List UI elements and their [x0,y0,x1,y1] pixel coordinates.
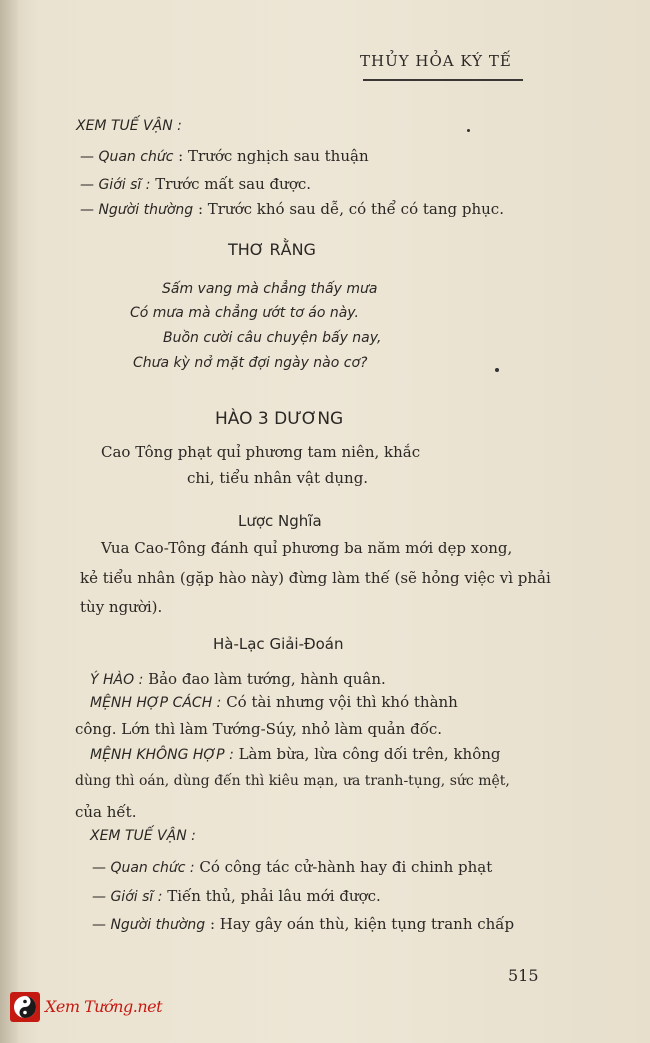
menh-khong-line: MỆNH KHÔNG HỢP : Làm bừa, lừa công dối trên, không [90,745,501,763]
paragraph-line: của hết. [75,803,137,821]
paragraph-line: dùng thì oán, dùng đến thì kiêu mạn, ưa tranh-tụng, sức mệt, [75,773,510,789]
poem-title: THƠ RẰNG [228,240,316,259]
poem-line: Sấm vang mà chẳng thấy mưa [162,281,378,297]
section-label: XEM TUẾ VẬN : [90,828,196,844]
menh-hop-line: MỆNH HỢP CÁCH : Có tài nhưng vội thì khó thành [90,693,458,711]
poem-line: Chưa kỳ nở mặt đợi ngày nào cơ? [133,355,368,371]
list-item: — Quan chức : Có công tác cử-hành hay đi chinh phạt [92,858,493,876]
page-spine-shadow [0,0,18,1043]
luoc-nghia-title: Lược Nghĩa [238,512,322,530]
paragraph-line: công. Lớn thì làm Tướng-Súy, nhỏ làm quản đốc. [75,720,443,738]
yin-yang-icon [10,992,40,1022]
list-item: — Người thường : Hay gây oán thù, kiện tụng tranh chấp [92,915,515,933]
page-number: 515 [508,966,539,985]
hao-title: HÀO 3 DƯƠNG [215,409,344,429]
poem-line: Buồn cười câu chuyện bấy nay, [163,330,382,346]
hao-line: chi, tiểu nhân vật dụng. [187,469,369,487]
list-item: — Quan chức : Trước nghịch sau thuận [80,147,369,165]
paragraph-line: tùy người). [80,598,163,616]
header-rule [363,79,523,81]
section-label: XEM TUẾ VẬN : [76,118,182,134]
watermark-text[interactable]: Xem Tướng.net [45,997,163,1016]
running-header: THỦY HỎA KÝ TẾ [360,52,512,70]
paragraph-line: Vua Cao-Tông đánh quỉ phương ba năm mới dẹp xong, [101,539,513,557]
ha-lac-title: Hà-Lạc Giải-Đoán [213,635,344,653]
ink-mark [495,368,499,372]
hao-line: Cao Tông phạt quỉ phương tam niên, khắc [101,443,421,461]
y-hao-line: Ý HÀO : Bảo đao làm tướng, hành quân. [90,670,386,688]
list-item: — Giới sĩ : Trước mất sau được. [80,175,312,193]
list-item: — Người thường : Trước khó sau dễ, có thể có tang phục. [80,200,504,218]
ink-mark [467,129,470,132]
poem-line: Có mưa mà chẳng ướt tơ áo này. [130,305,359,321]
paragraph-line: kẻ tiểu nhân (gặp hào này) đừng làm thế (sẽ hỏng việc vì phải [80,569,551,587]
list-item: — Giới sĩ : Tiến thủ, phải lâu mới được. [92,887,381,905]
